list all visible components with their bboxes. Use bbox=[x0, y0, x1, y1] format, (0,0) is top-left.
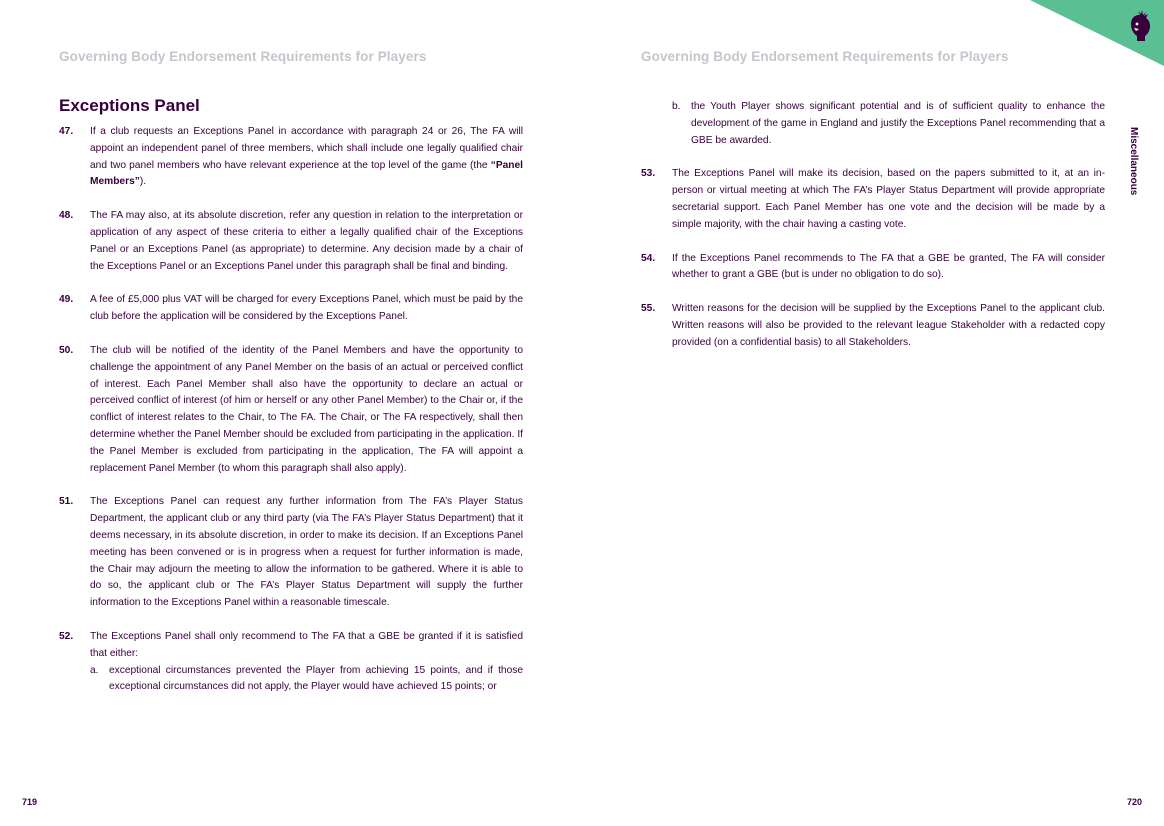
clause-number: 47. bbox=[59, 126, 74, 137]
clause-53 bbox=[641, 166, 1105, 233]
clause-51 bbox=[59, 494, 523, 612]
clause-list-left bbox=[59, 124, 523, 713]
clause-number: 53. bbox=[641, 168, 656, 180]
clause-number: 52. bbox=[59, 630, 74, 642]
clause-49 bbox=[59, 292, 523, 326]
running-header-right: Governing Body Endorsement Requirements for Players bbox=[641, 49, 1009, 64]
clause-text: The FA may also, at its absolute discretion, refer any question in relation to the interpretation or application of any aspect of these criteria to either a legally qualified chair of the Exceptions Panel or an Exceptions Panel (as appropriate) to determine. Any decision made by a chair of the Exceptions Panel or an Exceptions Panel under this paragraph shall be final and binding. bbox=[90, 210, 523, 272]
clause-number: 50. bbox=[59, 344, 74, 356]
side-tab-miscellaneous[interactable] bbox=[1128, 127, 1142, 197]
sub-clause-letter: b. bbox=[672, 101, 681, 112]
corner-decoration bbox=[994, 0, 1164, 70]
clause-number: 51. bbox=[59, 496, 74, 508]
clause-number: 54. bbox=[641, 252, 656, 264]
clause-list-right bbox=[641, 99, 1105, 369]
clause-text-part: If a club requests an Exceptions Panel in accordance with paragraph 24 or 26, The FA will appoint an independent panel of three members, which shall include one legally qualified chair and two panel members who have relevant experience at the top level of the game (the bbox=[90, 126, 523, 171]
page-number-right: 720 bbox=[1126, 797, 1142, 807]
clause-text: If the Exceptions Panel recommends to The FA that a GBE be granted, The FA will consider whether to grant a GBE (but is under no obligation to do so). bbox=[672, 252, 1105, 281]
clause-number: 55. bbox=[641, 303, 656, 315]
clause-48 bbox=[59, 208, 523, 275]
defined-term: “Panel Members” bbox=[90, 159, 523, 188]
clause-52 bbox=[59, 629, 523, 696]
page-number-left: 719 bbox=[22, 797, 38, 807]
sub-clause-letter: a. bbox=[90, 664, 99, 676]
clause-47 bbox=[59, 124, 523, 191]
clause-55 bbox=[641, 301, 1105, 351]
sub-clause-a bbox=[90, 663, 523, 697]
clause-50 bbox=[59, 343, 523, 477]
clause-text: The Exceptions Panel will make its decision, based on the papers submitted to it, at an in- person or virtual meeting at which The FA’s Player Status Department will provide appropriate secretarial support. Each Panel Member has one vote and the decision will be made by a simple majority, with the chair having a casting vote. bbox=[672, 168, 1105, 230]
running-header-left: Governing Body Endorsement Requirements for Players bbox=[59, 49, 427, 64]
sub-clause-text: the Youth Player shows significant potential and is of sufficient quality to enhance the development of the game in England and justify the Exceptions Panel recommending that a GBE be awarded. bbox=[691, 101, 1105, 146]
clause-text: A fee of £5,000 plus VAT will be charged for every Exceptions Panel, which must be paid by the club before the application will be considered by the Exceptions Panel. bbox=[90, 294, 523, 323]
clause-number: 49. bbox=[59, 294, 74, 306]
clause-54 bbox=[641, 251, 1105, 285]
clause-text bbox=[90, 124, 523, 191]
clause-text: Written reasons for the decision will be supplied by the Exceptions Panel to the applicant club. Written reasons will also be provided to the relevant league Stakeholder with a redacted copy provided (on a confidential basis) to all Stakeholders. bbox=[672, 303, 1105, 348]
clause-text: The club will be notified of the identity of the Panel Members and have the opportunity to challenge the appointment of any Panel Member on the basis of an actual or perceived conflict of interest. Each Panel Member shall also have the opportunity to declare an actual or perceived conflict of interest (of him or herself or any other Panel Member) to the Chair or, if the conflict of interest relates to the Chair, to The FA. The Chair, or The FA respectively, shall then determine whether the Panel Member should be excluded from participating in the application. If the Panel Member is excluded from participating in the application, The FA will appoint a replacement Panel Member (to whom this paragraph shall also apply). bbox=[90, 344, 523, 474]
clause-text: The Exceptions Panel shall only recommend to The FA that a GBE be granted if it is satisfied that either: bbox=[90, 630, 523, 659]
clause-text: The Exceptions Panel can request any further information from The FA’s Player Status Department, the applicant club or any third party (via The FA’s Player Status Department) that it deems necessary, in its absolute discretion, in order to make its decision. If an Exceptions Panel meeting has been convened or is in progress when a request for further information is made, the Chair may adjourn the meeting to allow the information to be gathered. Where it is able to do so, the applicant club or The FA’s Player Status Department will supply the further information to the Exceptions Panel within a reasonable timescale. bbox=[90, 496, 523, 609]
side-tab-label: Miscellaneous bbox=[1128, 127, 1139, 196]
sub-clause-b bbox=[641, 99, 1105, 149]
clause-text-part: ). bbox=[139, 176, 147, 188]
sub-clause-text: exceptional circumstances prevented the Player from achieving 15 points, and if those exceptional circumstances did not apply, the Player would have achieved 15 points; or bbox=[109, 664, 523, 693]
section-title: Exceptions Panel bbox=[59, 96, 200, 115]
clause-number: 48. bbox=[59, 210, 74, 222]
